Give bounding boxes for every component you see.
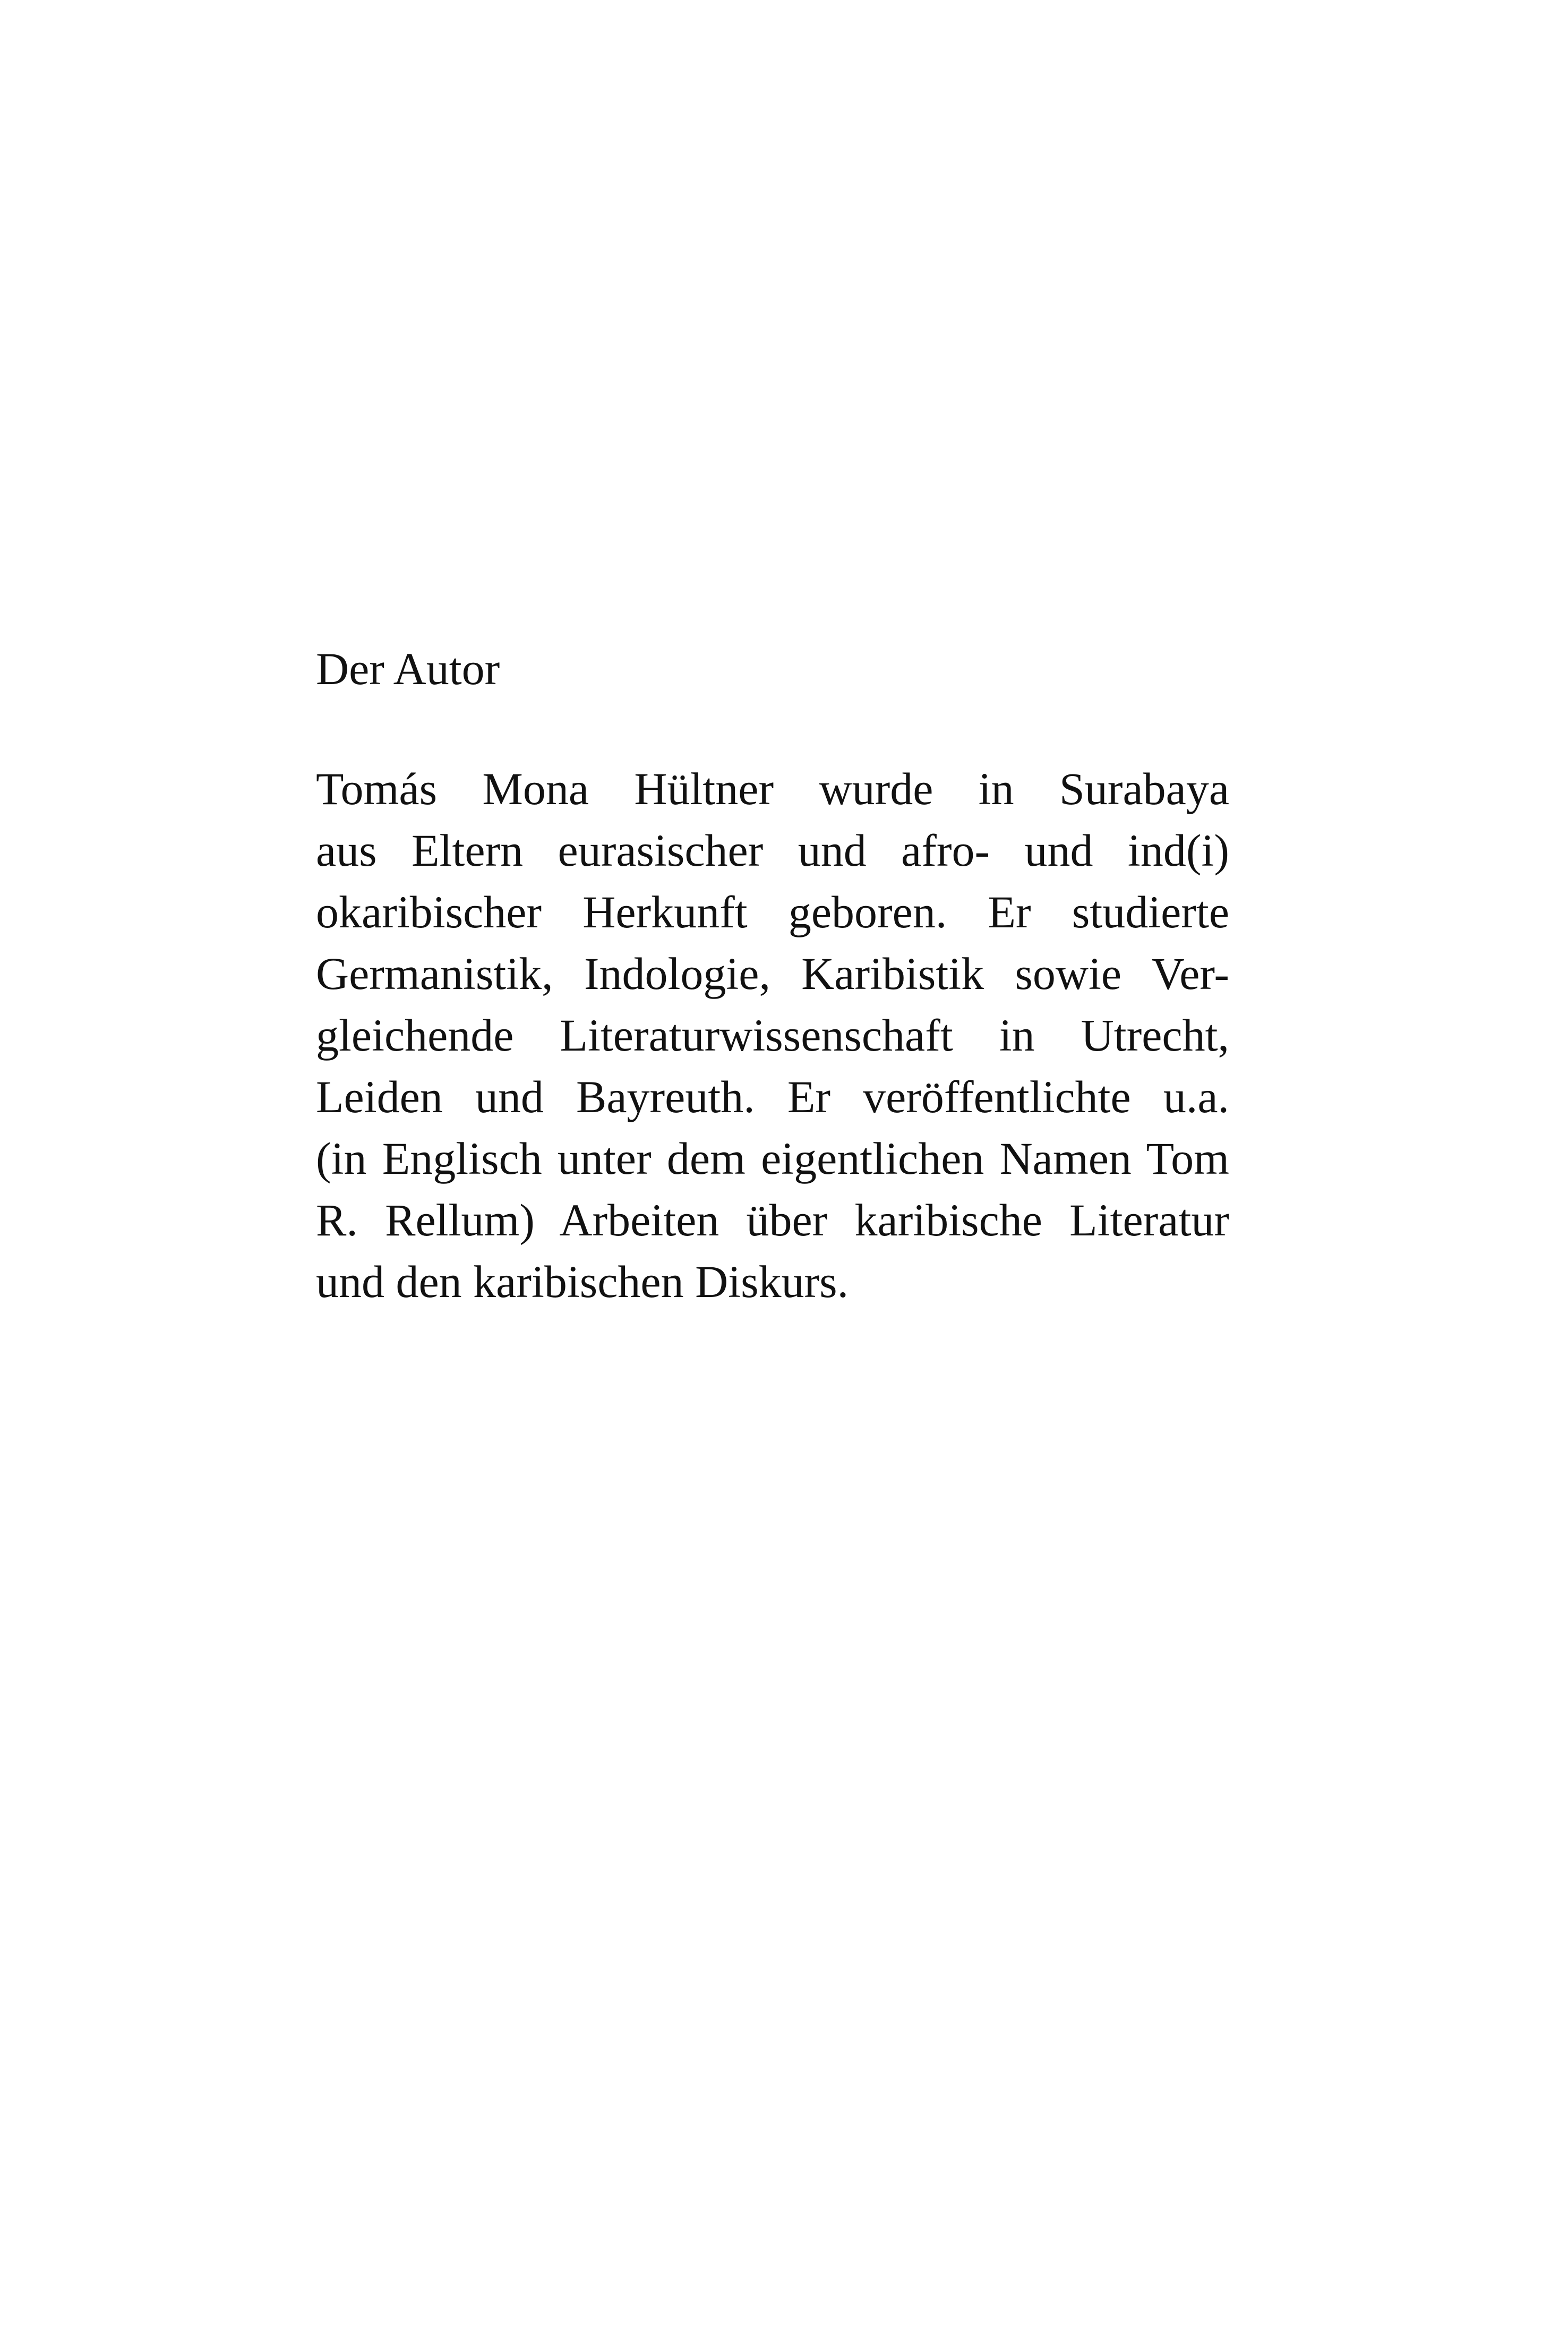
author-biography [316,758,1229,1312]
biography-line: gleichende Literaturwissenschaft in Utrecht, [316,1010,1229,1061]
biography-line: und den karibischen Diskurs. [316,1256,849,1307]
biography-line: R. Rellum) Arbeiten über karibische Literatur [316,1195,1229,1245]
biography-line: Germanistik, Indologie, Karibistik sowie Ver- [316,948,1229,999]
section-heading: Der Autor [316,643,500,694]
biography-line: aus Eltern eurasischer und afro- und ind(i) [316,825,1229,876]
biography-line: okaribischer Herkunft geboren. Er studierte [316,886,1229,937]
biography-line: (in Englisch unter dem eigentlichen Namen Tom [316,1133,1229,1184]
author-section [316,637,1229,1312]
biography-line: Leiden und Bayreuth. Er veröffentlichte u.a. [316,1071,1229,1122]
biography-line: Tomás Mona Hültner wurde in Surabaya [316,763,1229,814]
